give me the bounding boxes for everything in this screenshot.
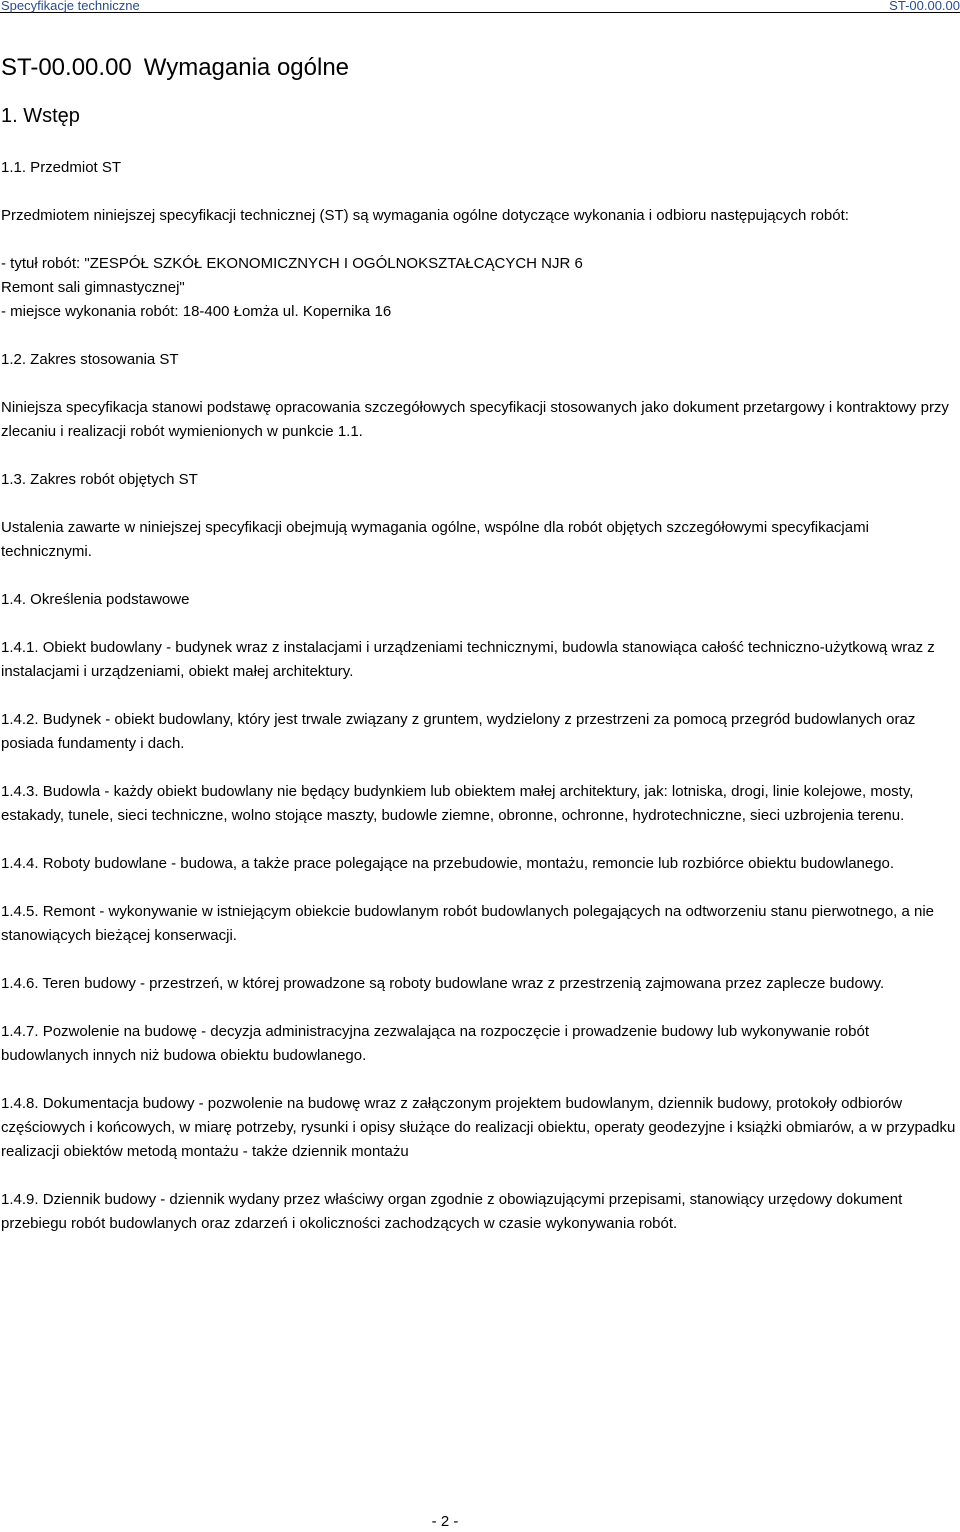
header-spec-code: ST-00.00.00	[889, 0, 960, 13]
section-1-2-heading: 1.2. Zakres stosowania ST	[1, 351, 179, 368]
document-body	[1, 53, 957, 1236]
works-location-line: - miejsce wykonania robót: 18-400 Łomża ul. Kopernika 16	[1, 303, 392, 320]
definition-item: 1.4.2. Budynek - obiekt budowlany, który jest trwale związany z gruntem, wydzielony z przestrzeni za pomocą przegród budowlanych oraz posiada fundamenty i dach.	[1, 711, 916, 752]
definition-item: 1.4.3. Budowla - każdy obiekt budowlany nie będący budynkiem lub obiektem małej architektury, jak: lotniska, drogi, linie kolejowe, mosty, estakady, tunele, sieci techniczne, wolno stojące maszty, budowle ziemne, obronne, ochronne, hydrotechniczne, sieci uzbrojenia terenu.	[1, 783, 914, 824]
section-1-heading: 1. Wstęp	[1, 105, 80, 127]
works-title-line-1: - tytuł robót: "ZESPÓŁ SZKÓŁ EKONOMICZNYCH I OGÓLNOKSZTAŁCĄCYCH NJR 6	[1, 255, 583, 272]
works-title-line-2: Remont sali gimnastycznej"	[1, 279, 185, 296]
definition-item: 1.4.5. Remont - wykonywanie w istniejącym obiekcie budowlanym robót budowlanych polegających na odtworzeniu stanu pierwotnego, a nie stanowiących bieżącej konserwacji.	[1, 903, 935, 944]
definition-item: 1.4.8. Dokumentacja budowy - pozwolenie na budowę wraz z załączonym projektem budowlanym, dziennik budowy, protokoły odbiorów częściowych i końcowych, w miarę potrzeby, rysunki i opisy służące do realizacji obiektu, operaty geodezyjne i książki obmiarów, a w przypadku realizacji obiektów metodą montażu - także dziennik montażu	[1, 1095, 956, 1160]
section-1-3-heading: 1.3. Zakres robót objętych ST	[1, 471, 198, 488]
section-1-1-body: Przedmiotem niniejszej specyfikacji technicznej (ST) są wymagania ogólne dotyczące wykonania i odbioru następujących robót:	[1, 207, 849, 224]
definition-item: 1.4.1. Obiekt budowlany - budynek wraz z instalacjami i urządzeniami technicznymi, budowla stanowiąca całość techniczno-użytkową wraz z instalacjami i urządzeniami, obiekt małej architektury.	[1, 639, 935, 680]
section-1-2-body: Niniejsza specyfikacja stanowi podstawę opracowania szczegółowych specyfikacji stosowanych jako dokument przetargowy i kontraktowy przy zlecaniu i realizacji robót wymienionych w punkcie 1.1.	[1, 399, 949, 440]
definition-item: 1.4.7. Pozwolenie na budowę - decyzja administracyjna zezwalająca na rozpoczęcie i prowadzenie budowy lub wykonywanie robót budowlanych innych niż budowa obiektu budowlanego.	[1, 1023, 869, 1064]
section-1-1-heading: 1.1. Przedmiot ST	[1, 159, 122, 176]
definition-item: 1.4.9. Dziennik budowy - dziennik wydany przez właściwy organ zgodnie z obowiązującymi przepisami, stanowiący urzędowy dokument przebiegu robót budowlanych oraz zdarzeń i okoliczności zachodzących w czasie wykonywania robót.	[1, 1191, 903, 1232]
document-title	[1, 53, 957, 83]
section-1-3-body: Ustalenia zawarte w niniejszej specyfikacji obejmują wymagania ogólne, wspólne dla robót objętych szczegółowymi specyfikacjami technicznymi.	[1, 519, 869, 560]
document-title-text: Wymagania ogólne	[143, 54, 350, 81]
definition-item: 1.4.6. Teren budowy - przestrzeń, w której prowadzone są roboty budowlane wraz z przestrzenią zajmowana przez zaplecze budowy.	[1, 975, 885, 992]
section-1-4-heading: 1.4. Określenia podstawowe	[1, 591, 190, 608]
header-document-type: Specyfikacje techniczne	[1, 0, 140, 13]
definition-item: 1.4.4. Roboty budowlane - budowa, a także prace polegające na przebudowie, montażu, remoncie lub rozbiórce obiektu budowlanego.	[1, 855, 895, 872]
page-number: - 2 -	[431, 1513, 459, 1530]
page-header	[0, 0, 960, 13]
document-title-code: ST-00.00.00	[1, 54, 132, 81]
